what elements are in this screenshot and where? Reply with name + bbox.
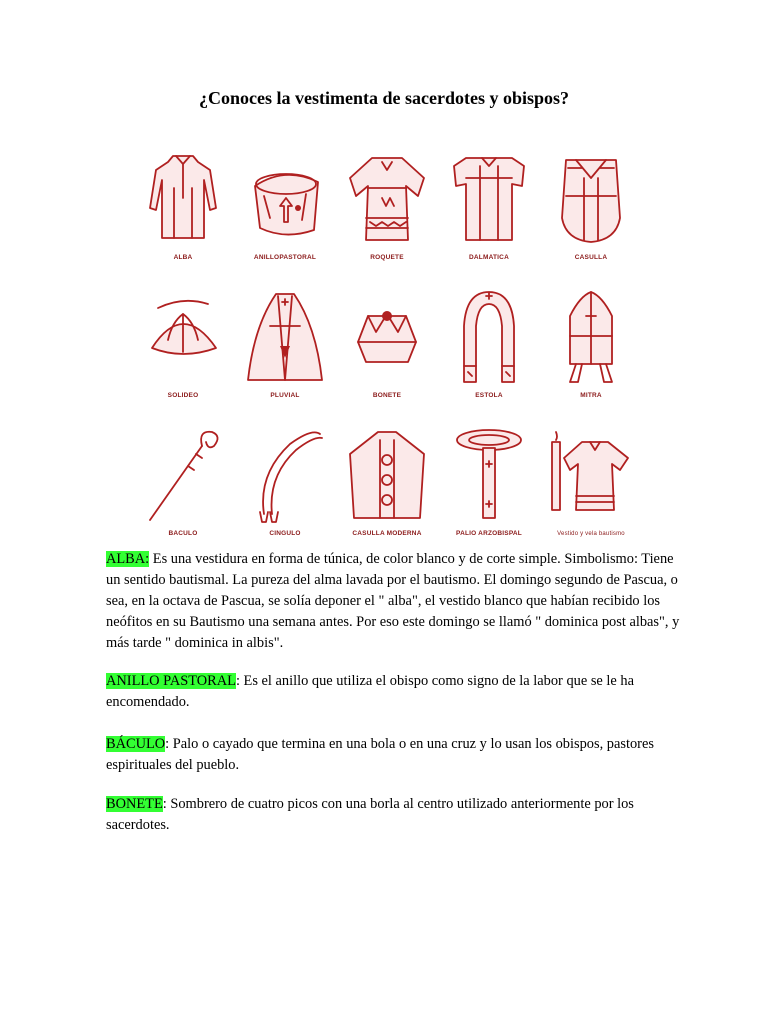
figure-casulla-moderna — [336, 424, 438, 552]
palio-drawing — [444, 424, 534, 524]
roquete-drawing — [342, 148, 432, 248]
figure-palio-arzobispal — [438, 424, 540, 552]
entry-baculo — [106, 734, 686, 776]
page-title: ¿Conoces la vestimenta de sacerdotes y obispos? — [199, 88, 569, 108]
figure-bonete — [336, 286, 438, 414]
label-estola: ESTOLA — [475, 392, 503, 399]
definition-baculo: : Palo o cayado que termina en una bola o en una cruz y lo usan los obispos, pastores espirituales del pueblo. — [106, 736, 654, 773]
mitra-drawing — [546, 286, 636, 386]
label-bonete: BONETE — [372, 392, 402, 399]
illustration-row — [132, 424, 642, 552]
definition-bonete: : Sombrero de cuatro picos con una borla al centro utilizado anteriormente por los sacerdotes. — [106, 796, 634, 833]
entry-bonete — [106, 794, 686, 836]
vestments-illustration — [132, 148, 642, 552]
term-alba: ALBA: — [106, 551, 150, 567]
casulla-moderna-drawing — [342, 424, 432, 524]
pluvial-drawing — [240, 286, 330, 386]
label-palio-arzobispal: PALIO ARZOBISPAL — [456, 530, 522, 537]
entry-anillo-pastoral — [106, 671, 686, 713]
ring-drawing — [240, 148, 330, 248]
illustration-row — [132, 286, 642, 414]
label-cingulo: CINGULO — [269, 530, 301, 537]
label-casulla-moderna: CASULLA MODERNA — [352, 530, 422, 537]
figure-solideo — [132, 286, 234, 414]
figure-baculo — [132, 424, 234, 552]
figure-pluvial — [234, 286, 336, 414]
dalmatica-drawing — [444, 148, 534, 248]
label-baculo: BACULO — [168, 530, 198, 537]
label-pluvial: PLUVIAL — [270, 392, 300, 399]
definition-anillo-pastoral: : Es el anillo que utiliza el obispo como signo de la labor que se le ha encomendado. — [106, 673, 634, 710]
label-alba: ALBA — [173, 254, 193, 261]
label-anillo-pastoral: ANILLOPASTORAL — [253, 254, 317, 261]
baculo-drawing — [138, 424, 228, 524]
term-anillo-pastoral: ANILLO PASTORAL — [106, 673, 236, 689]
vestido-vela-drawing — [546, 424, 636, 524]
label-vestido-vela: Vestido y vela bautismo — [557, 531, 625, 537]
label-solideo: SOLIDEO — [167, 392, 199, 399]
casulla-drawing — [546, 148, 636, 248]
label-roquete: ROQUETE — [370, 254, 404, 261]
label-dalmatica: DALMATICA — [469, 254, 509, 261]
cingulo-drawing — [240, 424, 330, 524]
term-baculo: BÁCULO — [106, 736, 166, 752]
definition-alba: Es una vestidura en forma de túnica, de color blanco y de corte simple. Simbolismo: Tiene un sentido bautismal. La pureza del alma lavada por el bautismo. El domingo segundo de Pascua, o sea, en la octava de Pascua, se solía deponer el " alba", el vestido blanco que habían recibido los neófitos en su Bautismo una semana antes. Por eso este domingo se llamó " dominica post albas", y más tarde " dominica in albis". — [106, 551, 680, 651]
figure-estola — [438, 286, 540, 414]
label-mitra: MITRA — [580, 392, 602, 399]
solideo-drawing — [138, 286, 228, 386]
bonete-drawing — [342, 286, 432, 386]
estola-drawing — [444, 286, 534, 386]
figure-vestido-vela — [540, 424, 642, 552]
figure-anillo-pastoral — [234, 148, 336, 276]
alba-drawing — [138, 148, 228, 248]
figure-dalmatica — [438, 148, 540, 276]
figure-cingulo — [234, 424, 336, 552]
figure-casulla — [540, 148, 642, 276]
term-bonete: BONETE — [106, 796, 163, 812]
entry-alba — [106, 549, 686, 654]
figure-mitra — [540, 286, 642, 414]
figure-alba — [132, 148, 234, 276]
figure-roquete — [336, 148, 438, 276]
label-casulla: CASULLA — [574, 254, 608, 261]
illustration-row — [132, 148, 642, 276]
